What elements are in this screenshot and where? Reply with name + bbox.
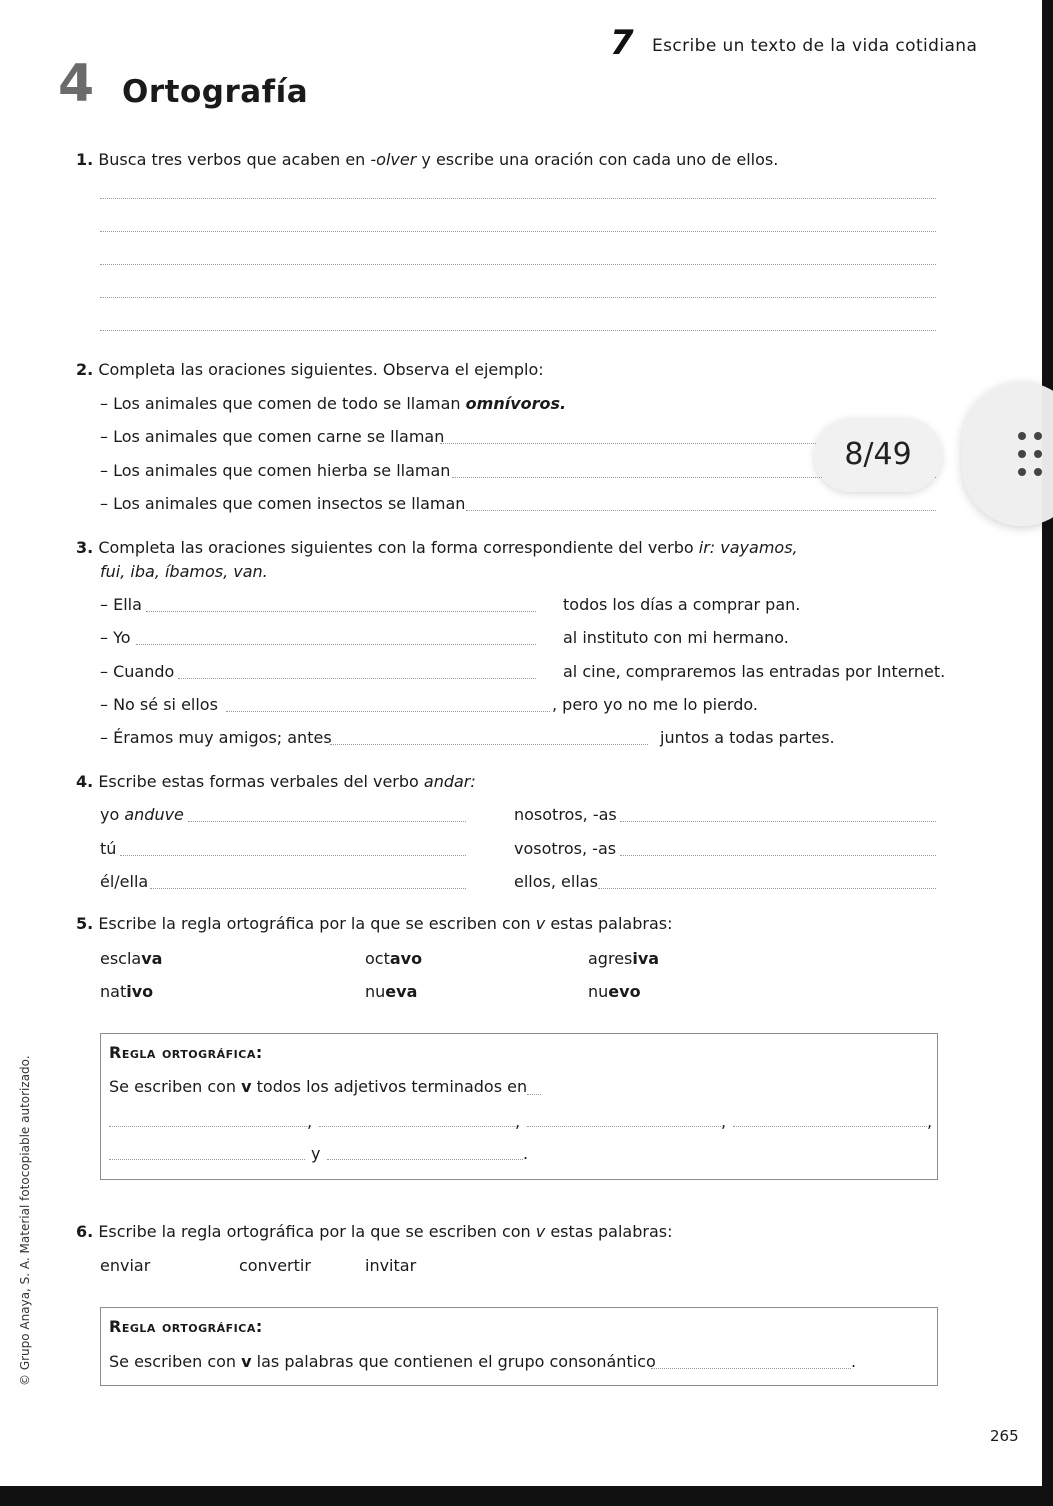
exercise-3-prompt — [76, 538, 798, 558]
ex5-rule-title: Regla ortográfica: — [109, 1043, 263, 1062]
exercise-1-prompt — [76, 150, 778, 170]
exercise-3-number: 3. — [76, 538, 94, 557]
conjunction-y: y — [311, 1144, 321, 1163]
answer-line-3[interactable] — [100, 264, 936, 265]
ex5-rule-blank-5[interactable] — [109, 1159, 305, 1160]
page-counter-label: 8/49 — [844, 437, 912, 472]
ex4-right-label: nosotros, -as — [514, 805, 617, 824]
exercise-6-letter: v — [535, 1222, 546, 1241]
ex3-row-right: al instituto con mi hermano. — [563, 628, 789, 647]
exercise-5-letter: v — [535, 914, 546, 933]
comma: , — [307, 1112, 313, 1131]
ex3-row-right: todos los días a comprar pan. — [563, 595, 801, 614]
exercise-1-italic: -olver — [370, 150, 417, 169]
ex5-rule-blank-4[interactable] — [733, 1126, 927, 1127]
unit-number: 7 — [610, 23, 634, 63]
page-number: 265 — [990, 1427, 1019, 1445]
exercise-2-blank-3[interactable] — [466, 510, 936, 511]
ex3-blank-5[interactable] — [330, 744, 648, 745]
exercise-1-text: Busca tres verbos que acaben en — [98, 150, 371, 169]
ex6-rule-box — [100, 1307, 938, 1386]
ex4-blank-6[interactable] — [598, 888, 936, 889]
exercise-2-item: – Los animales que comen carne se llaman — [100, 427, 445, 446]
ex6-rule-blank[interactable] — [651, 1368, 851, 1369]
ex4-left-label: tú — [100, 839, 117, 858]
ex5-word: octavo — [365, 949, 423, 968]
page-counter-badge — [814, 418, 942, 492]
ex6-rule-title: Regla ortográfica: — [109, 1317, 263, 1336]
exercise-5-text: Escribe la regla ortográfica por la que se escriben con — [98, 914, 536, 933]
ex5-word: esclava — [100, 949, 163, 968]
ex5-rule-blank-3[interactable] — [527, 1126, 721, 1127]
ex6-word: convertir — [239, 1256, 311, 1275]
ex5-word: agresiva — [588, 949, 660, 968]
ex4-blank-3[interactable] — [150, 888, 466, 889]
exercise-5-number: 5. — [76, 914, 94, 933]
ex4-right-label: ellos, ellas — [514, 872, 598, 891]
answer-line-2[interactable] — [100, 231, 936, 232]
ex4-blank-5[interactable] — [620, 855, 936, 856]
ex4-blank-1[interactable] — [188, 821, 466, 822]
ex4-example-answer: anduve — [124, 805, 184, 824]
ex5-word: nueva — [365, 982, 418, 1001]
exercise-5-prompt — [76, 914, 673, 934]
ex5-rule-box — [100, 1033, 938, 1180]
ex3-row-left: – Yo — [100, 628, 131, 647]
ex4-left-label — [100, 805, 184, 825]
ex3-row-left: – No sé si ellos — [100, 695, 218, 714]
viewer-bottom-bar — [0, 1486, 1053, 1506]
ex3-blank-2[interactable] — [136, 644, 536, 645]
ex4-blank-2[interactable] — [120, 855, 466, 856]
exercise-1-text-end: y escribe una oración con cada uno de ellos. — [416, 150, 779, 169]
exercise-3-options: fui, iba, íbamos, van. — [100, 562, 268, 581]
exercise-4-italic: andar: — [423, 772, 476, 791]
ex5-word: nativo — [100, 982, 154, 1001]
ex4-right-label: vosotros, -as — [514, 839, 617, 858]
period: . — [523, 1144, 529, 1163]
exercise-4-prompt — [76, 772, 476, 792]
unit-title: Escribe un texto de la vida cotidiana — [652, 36, 978, 56]
ex3-row-right: juntos a todas partes. — [660, 728, 835, 747]
exercise-1-number: 1. — [76, 150, 94, 169]
exercise-4-text: Escribe estas formas verbales del verbo — [98, 772, 424, 791]
example-text: – Los animales que comen de todo se llaman — [100, 394, 466, 413]
ex3-row-right: al cine, compraremos las entradas por Internet. — [563, 662, 946, 681]
exercise-3-line2 — [100, 562, 268, 582]
ex6-word: invitar — [365, 1256, 417, 1275]
exercise-2-text: Completa las oraciones siguientes. Observa el ejemplo: — [98, 360, 544, 379]
exercise-6-text-end: estas palabras: — [545, 1222, 673, 1241]
comma: , — [721, 1112, 727, 1131]
ex3-row-right: , pero yo no me lo pierdo. — [552, 695, 758, 714]
ex3-row-left: – Ella — [100, 595, 142, 614]
viewer-edge — [1042, 0, 1053, 1506]
ex3-blank-1[interactable] — [146, 611, 536, 612]
answer-line-1[interactable] — [100, 198, 936, 199]
section-header — [58, 54, 358, 118]
ex5-rule-blank-1[interactable] — [109, 1126, 307, 1127]
ex3-blank-4[interactable] — [226, 711, 550, 712]
ex3-row-left: – Cuando — [100, 662, 175, 681]
ex5-rule-text: Se escriben con v todos los adjetivos terminados en — [109, 1077, 528, 1096]
answer-line-5[interactable] — [100, 330, 936, 331]
exercise-6-text: Escribe la regla ortográfica por la que se escriben con — [98, 1222, 536, 1241]
period: . — [851, 1352, 857, 1371]
comma: , — [927, 1112, 933, 1131]
ex5-rule-blank-6[interactable] — [327, 1159, 523, 1160]
exercise-4-number: 4. — [76, 772, 94, 791]
ex5-rule-blank-0[interactable] — [527, 1094, 541, 1095]
exercise-3-text: Completa las oraciones siguientes con la forma correspondiente del verbo — [98, 538, 699, 557]
ex5-word: nuevo — [588, 982, 641, 1001]
exercise-6-prompt — [76, 1222, 673, 1242]
exercise-2-item: – Los animales que comen hierba se llaman — [100, 461, 451, 480]
ex4-left-label: él/ella — [100, 872, 149, 891]
ex3-row-left: – Éramos muy amigos; antes — [100, 728, 332, 747]
exercise-2-item: – Los animales que comen insectos se llaman — [100, 494, 466, 513]
exercise-3-italic: ir: vayamos, — [698, 538, 798, 557]
section-number: 4 — [58, 54, 95, 114]
exercise-2-prompt — [76, 360, 544, 380]
grid-dots-icon[interactable] — [1016, 430, 1046, 478]
example-answer: omnívoros. — [465, 394, 567, 413]
comma: , — [515, 1112, 521, 1131]
section-title: Ortografía — [122, 74, 309, 110]
ex6-rule-text: Se escriben con v las palabras que contienen el grupo consonántico — [109, 1352, 656, 1371]
answer-line-4[interactable] — [100, 297, 936, 298]
exercise-5-text-end: estas palabras: — [545, 914, 673, 933]
ex4-pronoun: yo — [100, 805, 125, 824]
ex5-rule-blank-2[interactable] — [319, 1126, 515, 1127]
ex6-word: enviar — [100, 1256, 151, 1275]
exercise-2-number: 2. — [76, 360, 94, 379]
menu-handle[interactable] — [962, 382, 1053, 526]
ex3-blank-3[interactable] — [178, 678, 536, 679]
exercise-2-example — [100, 394, 566, 414]
exercise-6-number: 6. — [76, 1222, 94, 1241]
ex4-blank-4[interactable] — [620, 821, 936, 822]
copyright-side-text: © Grupo Anaya, S. A. Material fotocopiable autorizado. — [18, 1055, 32, 1386]
